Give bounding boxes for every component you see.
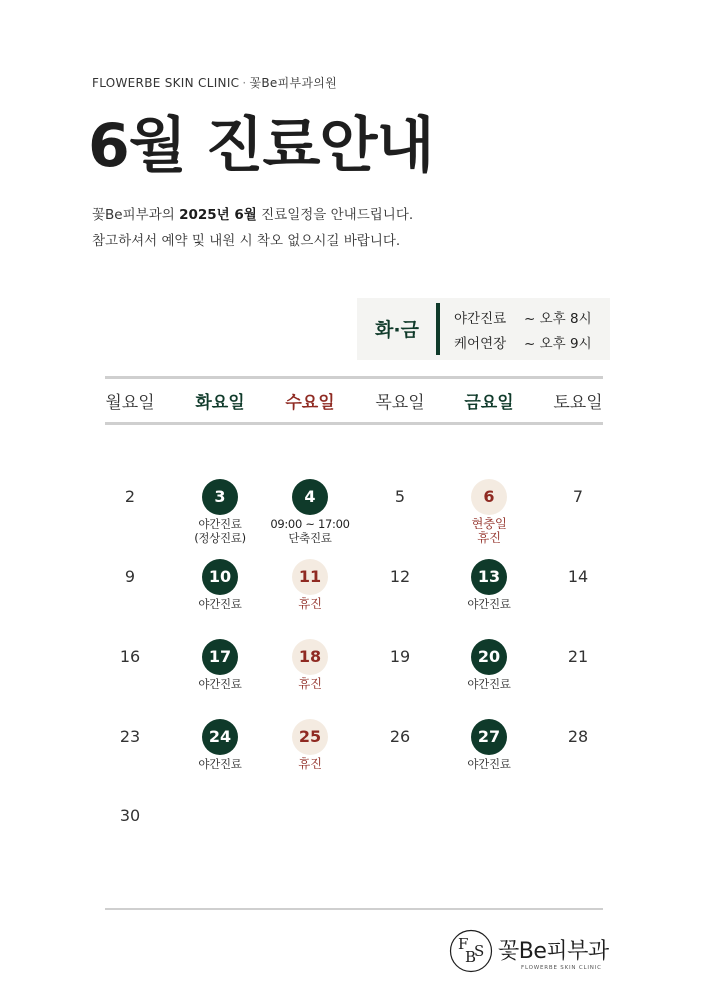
day-number: 12 xyxy=(389,567,411,586)
svg-text:S: S xyxy=(474,942,485,960)
day-note: 휴진 xyxy=(298,596,322,611)
calendar-day xyxy=(538,719,618,755)
calendar-day xyxy=(90,719,170,755)
weekday-mon: 월요일 xyxy=(105,393,155,413)
weekday-fri: 금요일 xyxy=(464,393,514,413)
weekday-wed: 수요일 xyxy=(285,393,335,413)
svg-text:F: F xyxy=(458,935,469,953)
intro-line-1 xyxy=(92,202,413,228)
separator: · xyxy=(242,76,247,90)
calendar-day xyxy=(90,479,170,515)
day-number: 18 xyxy=(292,639,328,675)
day-number: 24 xyxy=(202,719,238,755)
hours-row-night xyxy=(454,307,592,327)
calendar-day xyxy=(270,479,350,545)
day-number: 6 xyxy=(471,479,507,515)
calendar-day xyxy=(538,559,618,595)
day-note: 휴진 xyxy=(298,676,322,691)
day-note: 야간진료 xyxy=(198,757,242,771)
day-number: 25 xyxy=(292,719,328,755)
footer-logo-subtitle: FLOWERBE SKIN CLINIC xyxy=(521,965,602,971)
weekday-tue: 화요일 xyxy=(195,393,245,413)
calendar-day xyxy=(270,719,350,771)
day-note: 휴진 xyxy=(298,756,322,771)
hours-row-care xyxy=(454,332,592,352)
day-note: 휴진 xyxy=(477,530,501,545)
weekday-thu: 목요일 xyxy=(375,393,425,413)
calendar-top-divider xyxy=(105,376,603,379)
footer-logo-text: 꽃Be피부과 xyxy=(498,939,609,964)
calendar-day xyxy=(538,639,618,675)
calendar-day xyxy=(360,719,440,755)
hours-row-value: ~ 오후 9시 xyxy=(524,336,592,352)
day-note: 현충일 xyxy=(471,516,507,531)
intro-line-1-post: 진료일정을 안내드립니다. xyxy=(256,207,414,223)
day-note: (정상진료) xyxy=(194,531,246,545)
calendar-day xyxy=(90,798,170,834)
calendar-day xyxy=(90,639,170,675)
day-number: 10 xyxy=(202,559,238,595)
calendar-day xyxy=(360,479,440,515)
clinic-name-en: FLOWERBE SKIN CLINIC xyxy=(92,76,240,90)
day-note: 야간진료 xyxy=(198,517,242,531)
footer-divider xyxy=(105,908,603,910)
intro-highlight: 2025년 6월 xyxy=(179,207,257,223)
day-number: 23 xyxy=(119,727,141,746)
day-number: 27 xyxy=(471,719,507,755)
hours-divider-bar xyxy=(436,303,440,355)
calendar-header-divider xyxy=(105,422,603,425)
calendar-day xyxy=(538,479,618,515)
hours-box xyxy=(357,298,610,360)
day-number: 26 xyxy=(389,727,411,746)
calendar-day xyxy=(360,559,440,595)
clinic-logo-icon xyxy=(449,929,493,973)
day-number: 7 xyxy=(572,487,584,506)
calendar-day xyxy=(270,559,350,611)
hours-row-label: 야간진료 xyxy=(454,311,507,327)
day-number: 17 xyxy=(202,639,238,675)
day-number: 30 xyxy=(119,806,141,825)
day-number: 13 xyxy=(471,559,507,595)
calendar-day xyxy=(360,639,440,675)
day-number: 21 xyxy=(567,647,589,666)
calendar-day xyxy=(180,639,260,691)
page-title: 6월 진료안내 xyxy=(88,111,434,181)
weekday-sat: 토요일 xyxy=(553,393,603,413)
day-note: 야간진료 xyxy=(467,597,511,611)
day-number: 11 xyxy=(292,559,328,595)
intro-text xyxy=(92,202,413,254)
svg-text:B: B xyxy=(465,948,477,966)
day-number: 19 xyxy=(389,647,411,666)
calendar-day xyxy=(180,719,260,771)
hours-row-value: ~ 오후 8시 xyxy=(524,311,592,327)
hours-row-label: 케어연장 xyxy=(454,336,507,352)
calendar-day xyxy=(180,559,260,611)
intro-line-1-pre: 꽃Be피부과의 xyxy=(92,207,180,223)
day-number: 3 xyxy=(202,479,238,515)
day-note: 야간진료 xyxy=(198,677,242,691)
day-note: 단축진료 xyxy=(288,531,332,545)
clinic-name-ko: 꽃Be피부과의원 xyxy=(249,76,338,90)
calendar-day xyxy=(449,719,529,771)
hours-days: 화·금 xyxy=(375,319,419,341)
calendar-day xyxy=(90,559,170,595)
day-note: 야간진료 xyxy=(467,677,511,691)
calendar-day xyxy=(449,559,529,611)
day-number: 20 xyxy=(471,639,507,675)
intro-line-2: 참고하셔서 예약 및 내원 시 착오 없으시길 바랍니다. xyxy=(92,233,401,249)
calendar-day xyxy=(180,479,260,545)
clinic-name-line xyxy=(92,74,337,91)
day-note: 야간진료 xyxy=(467,757,511,771)
calendar-day xyxy=(449,639,529,691)
day-number: 9 xyxy=(124,567,136,586)
day-note: 야간진료 xyxy=(198,597,242,611)
calendar-day xyxy=(270,639,350,691)
day-number: 2 xyxy=(124,487,136,506)
day-note: 09:00 ~ 17:00 xyxy=(270,517,350,531)
day-number: 16 xyxy=(119,647,141,666)
day-number: 14 xyxy=(567,567,589,586)
day-number: 5 xyxy=(394,487,406,506)
day-number: 28 xyxy=(567,727,589,746)
calendar-day xyxy=(449,479,529,545)
day-number: 4 xyxy=(292,479,328,515)
